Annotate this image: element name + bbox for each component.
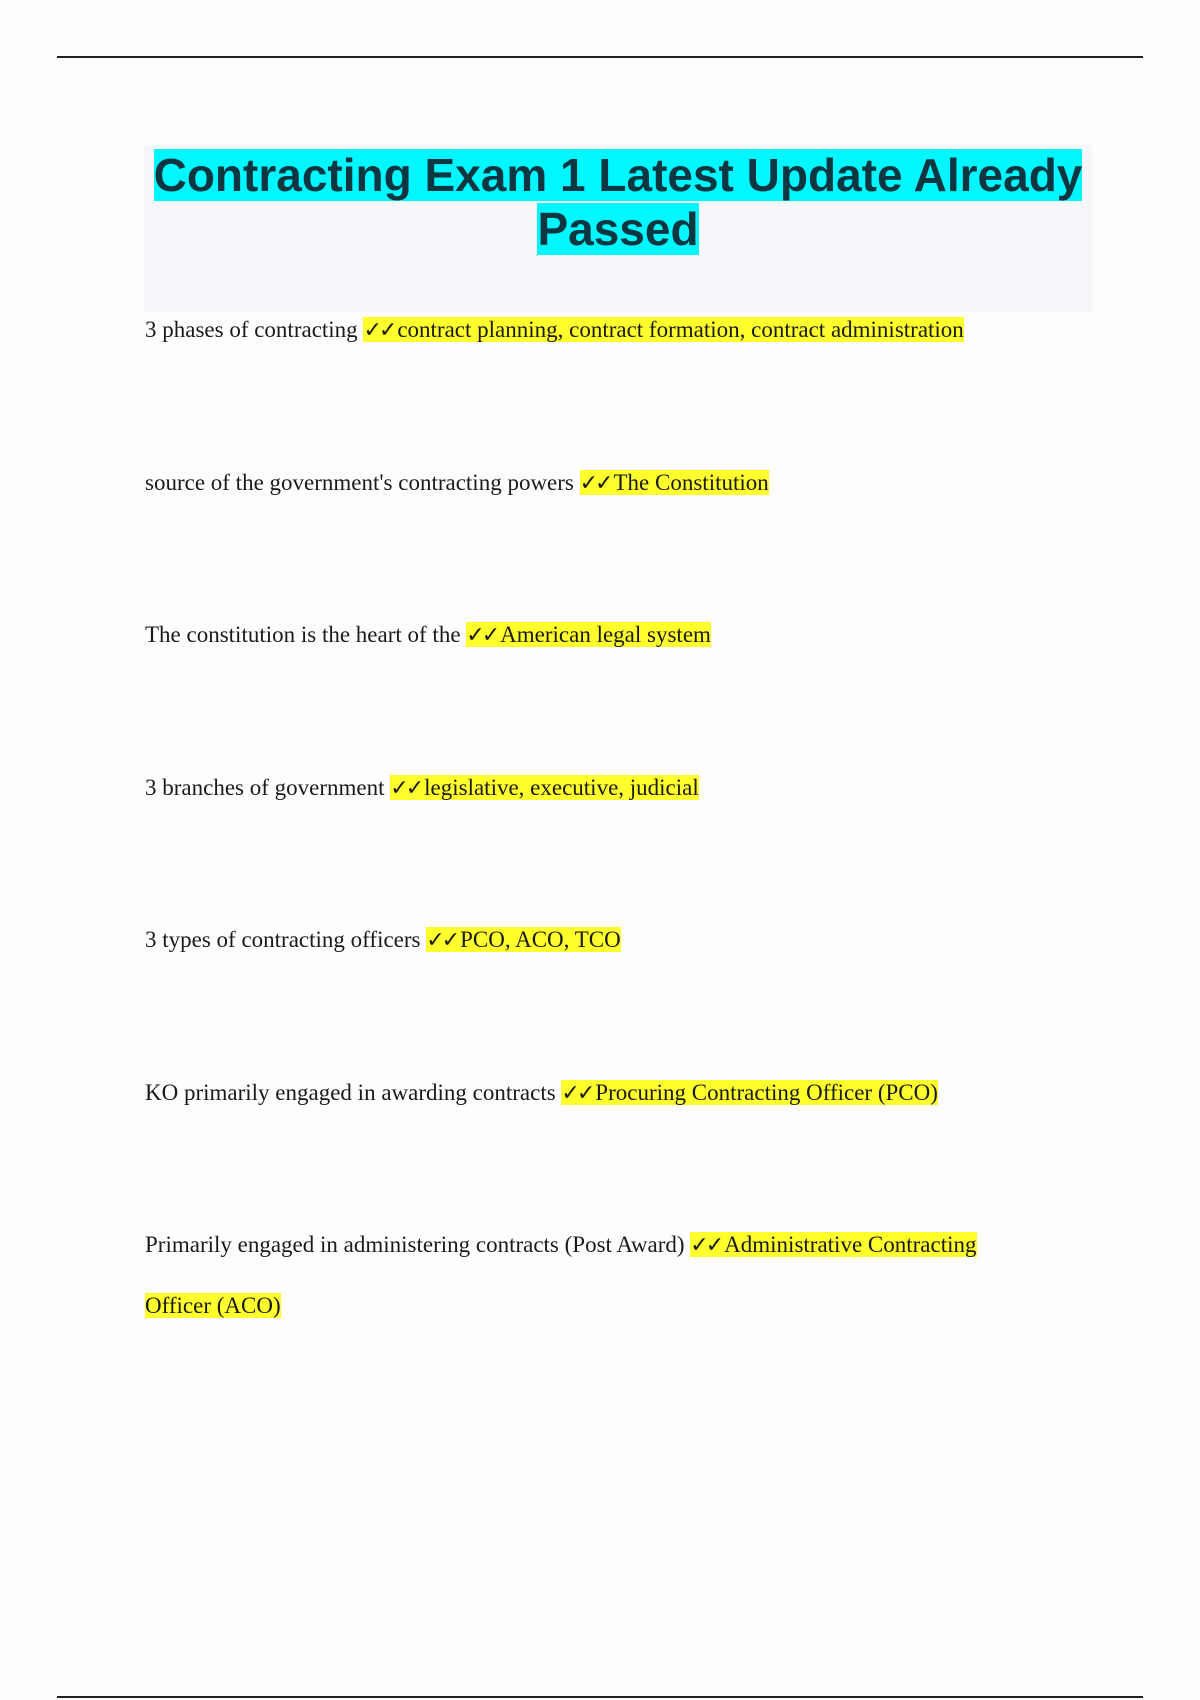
answer-highlight [561,1080,937,1105]
qa-item [145,1063,1045,1124]
question-text: source of the government's contracting powers [145,470,574,495]
check-mark-icon: ✓✓ [390,776,422,801]
answer-text: The Constitution [613,470,769,495]
qa-item [145,758,1045,819]
qa-item [145,300,1045,361]
qa-item [145,605,1045,666]
answer-text: PCO, ACO, TCO [460,927,621,952]
question-text: Primarily engaged in administering contracts (Post Award) [145,1232,685,1257]
qa-item [145,1215,1045,1336]
document-title [144,145,1092,256]
question-text: 3 branches of government [145,775,385,800]
answer-highlight [580,470,769,495]
title-block [144,145,1092,312]
question-text: 3 types of contracting officers [145,927,421,952]
check-mark-icon: ✓✓ [466,623,498,648]
check-mark-icon: ✓✓ [690,1233,722,1258]
document-title-text: Contracting Exam 1 Latest Update Already Passed [153,149,1083,255]
answer-text: Administrative Contracting Officer (ACO) [145,1232,977,1318]
answer-text: legislative, executive, judicial [424,775,699,800]
question-text: KO primarily engaged in awarding contracts [145,1080,556,1105]
top-rule [57,56,1143,58]
bottom-rule [57,1696,1143,1698]
check-mark-icon: ✓✓ [579,471,611,496]
question-text: The constitution is the heart of the [145,622,461,647]
answer-highlight [426,927,621,952]
answer-text: American legal system [500,622,711,647]
question-text: 3 phases of contracting [145,317,358,342]
answer-highlight [466,622,711,647]
check-mark-icon: ✓✓ [363,318,395,343]
qa-item [145,910,1045,971]
answer-text: contract planning, contract formation, contract administration [397,317,964,342]
check-mark-icon: ✓✓ [561,1081,593,1106]
answer-highlight [363,317,963,342]
answer-highlight [390,775,699,800]
answer-text: Procuring Contracting Officer (PCO) [595,1080,938,1105]
check-mark-icon: ✓✓ [426,928,458,953]
qa-item [145,453,1045,514]
